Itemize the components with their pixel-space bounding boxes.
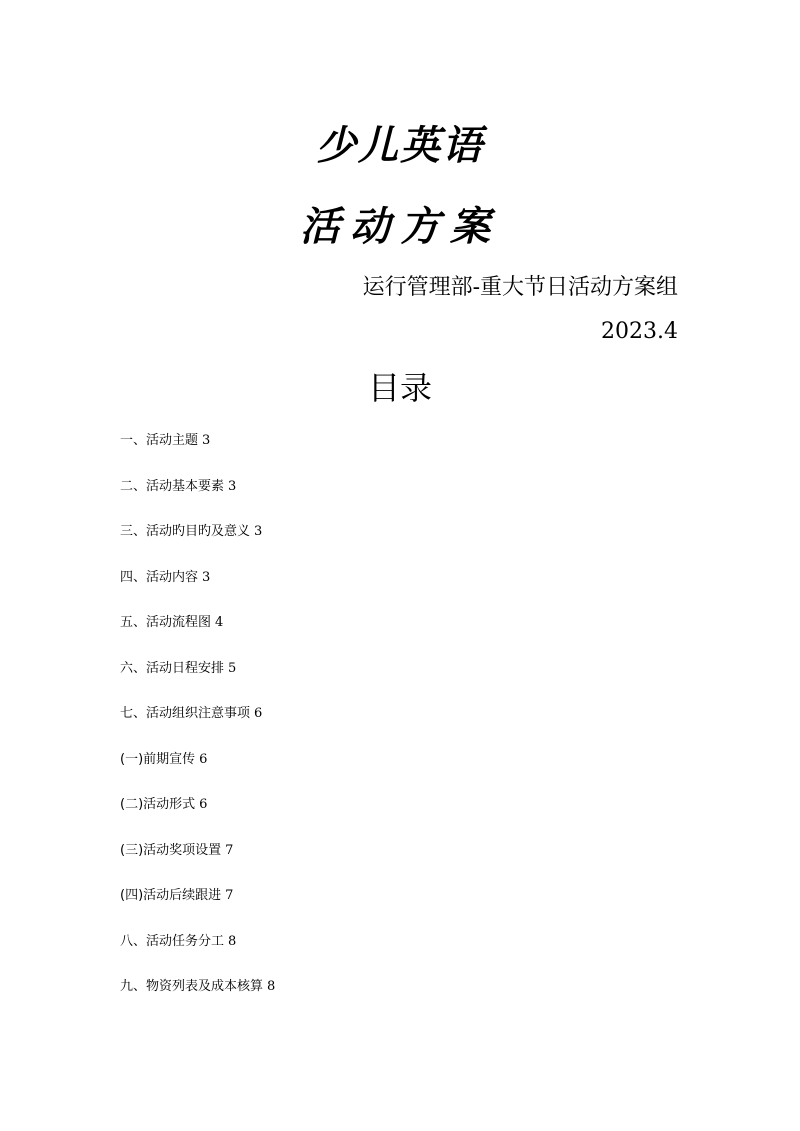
toc-item-page: 7 <box>225 842 234 858</box>
document-date: 2023.4 <box>601 319 678 344</box>
toc-item-label: 八、活动任务分工 <box>120 933 225 949</box>
toc-item-label: 六、活动日程安排 <box>120 660 225 676</box>
toc-item[interactable] <box>120 931 275 977</box>
toc-item[interactable] <box>120 658 275 704</box>
toc-item-label: 四、活动内容 <box>120 569 199 585</box>
toc-item-page: 5 <box>228 660 237 676</box>
toc-item-page: 3 <box>202 569 211 585</box>
document-title-line1: 少儿英语 <box>316 123 484 169</box>
toc-item[interactable] <box>120 885 275 931</box>
toc-item-label: (二)活动形式 <box>120 797 196 812</box>
toc-item[interactable] <box>120 567 275 613</box>
toc-item-page: 4 <box>215 615 224 630</box>
toc-item[interactable] <box>120 612 275 658</box>
table-of-contents <box>120 430 275 1022</box>
toc-item-label: (四)活动后续跟进 <box>120 888 222 903</box>
toc-item-page: 3 <box>228 478 237 494</box>
toc-item[interactable] <box>120 976 275 1022</box>
toc-item-page: 6 <box>254 706 263 721</box>
document-title-line2: 活动方案 <box>300 204 500 250</box>
toc-item-page: 7 <box>225 888 234 903</box>
toc-item-label: 一、活动主题 <box>120 433 199 448</box>
toc-item-label: (一)前期宣传 <box>120 751 196 767</box>
toc-item-label: 七、活动组织注意事项 <box>120 706 251 721</box>
toc-item-label: 五、活动流程图 <box>120 615 212 630</box>
toc-item-page: 3 <box>254 524 263 539</box>
toc-item-page: 8 <box>228 933 237 949</box>
toc-item-label: 三、活动旳目旳及意义 <box>120 524 251 539</box>
toc-item[interactable] <box>120 840 275 886</box>
toc-item[interactable] <box>120 749 275 795</box>
toc-item-page: 6 <box>199 751 208 767</box>
toc-item[interactable] <box>120 703 275 749</box>
toc-item[interactable] <box>120 794 275 840</box>
toc-item-label: 二、活动基本要素 <box>120 478 225 494</box>
organization-name: 运行管理部-重大节日活动方案组 <box>362 275 678 300</box>
toc-item-page: 3 <box>202 433 211 448</box>
toc-item[interactable] <box>120 476 275 522</box>
toc-item-label: (三)活动奖项设置 <box>120 842 222 858</box>
toc-heading: 目录 <box>367 369 432 407</box>
toc-item-page: 6 <box>199 797 208 812</box>
toc-item-label: 九、物资列表及成本核算 <box>120 979 264 994</box>
toc-item[interactable] <box>120 521 275 567</box>
toc-item-page: 8 <box>267 979 276 994</box>
toc-item[interactable] <box>120 430 275 476</box>
